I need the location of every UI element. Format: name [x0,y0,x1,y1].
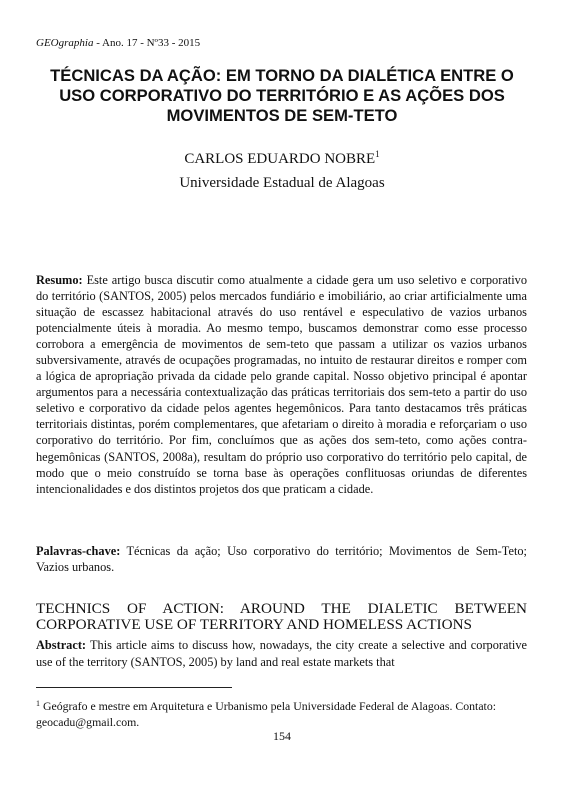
author-line [36,149,528,168]
resumo-paragraph [36,272,527,497]
english-title: TECHNICS OF ACTION: AROUND THE DIALETIC BETWEEN CORPORATIVE USE OF TERRITORY AND HOMELESS ACTIONS [36,600,527,633]
english-abstract-paragraph [36,637,527,670]
footnote-divider [36,687,232,688]
footnote [36,696,527,730]
english-abstract-text: This article aims to discuss how, nowadays, the city create a selective and corporative use of the territory (SANTOS, 2005) by land and real estate markets that [36,638,527,669]
resumo-text: Este artigo busca discutir como atualmente a cidade gera um uso seletivo e corporativo do território (SANTOS, 2005) pelos mercados fundiário e imobiliário, ao criar artificialmente uma situação de escassez habitacional através do uso rentável e especulativo de vazios urbanos potencialmente úteis à moradia. Ao mesmo tempo, buscamos demonstrar como esse processo corrobora a emergência de movimentos de sem-teto que passam a utilizar os vazios urbanos subversivamente, através de ocupações programadas, no intuito de restaurar direitos e romper com a lógica de apropriação privada da cidade pelo grande capital. Nosso objetivo principal é apontar argumentos para a necessária contextualização das práticas territoriais dos sem-teto a partir do uso seletivo e corporativo da cidade pelos agentes hegemônicos. Para tanto destacamos três práticas territoriais distintas, porém complementares, que afetariam o direito à moradia e reforçariam o uso corporativo do território. Por fim, concluímos que as ações dos sem-teto, como ações contra-hegemônicas (SANTOS, 2008a), resultam do próprio uso corporativo do território pelo capital, de modo que o meio construído se torna base às operações conflituosas oriundas de diferentes intencionalidades e dos distintos projetos dos que praticam a cidade. [36,273,527,496]
journal-header [36,37,200,49]
keywords-label: Palavras-chave: [36,544,121,558]
english-abstract-label: Abstract: [36,638,87,652]
footnote-mark: 1 [36,699,40,708]
journal-issue: - Ano. 17 - Nº33 - 2015 [93,37,201,49]
author-name: CARLOS EDUARDO NOBRE [184,151,376,167]
article-title: TÉCNICAS DA AÇÃO: EM TORNO DA DIALÉTICA ENTRE O USO CORPORATIVO DO TERRITÓRIO E AS AÇÕES DOS MOVIMENTOS DE SEM-TETO [50,66,514,125]
keywords-paragraph [36,543,527,575]
keywords-text: Técnicas da ação; Uso corporativo do território; Movimentos de Sem-Teto; Vazios urbanos. [36,544,527,575]
resumo-label: Resumo: [36,273,83,287]
journal-name: GEOgraphia [36,37,94,49]
page-number: 154 [273,729,291,743]
author-footnote-mark[interactable]: 1 [375,149,380,159]
footnote-text: Geógrafo e mestre em Arquitetura e Urbanismo pela Universidade Federal de Alagoas. Contato: geocadu@gmail.com. [36,699,497,729]
author-affiliation: Universidade Estadual de Alagoas [179,175,385,191]
